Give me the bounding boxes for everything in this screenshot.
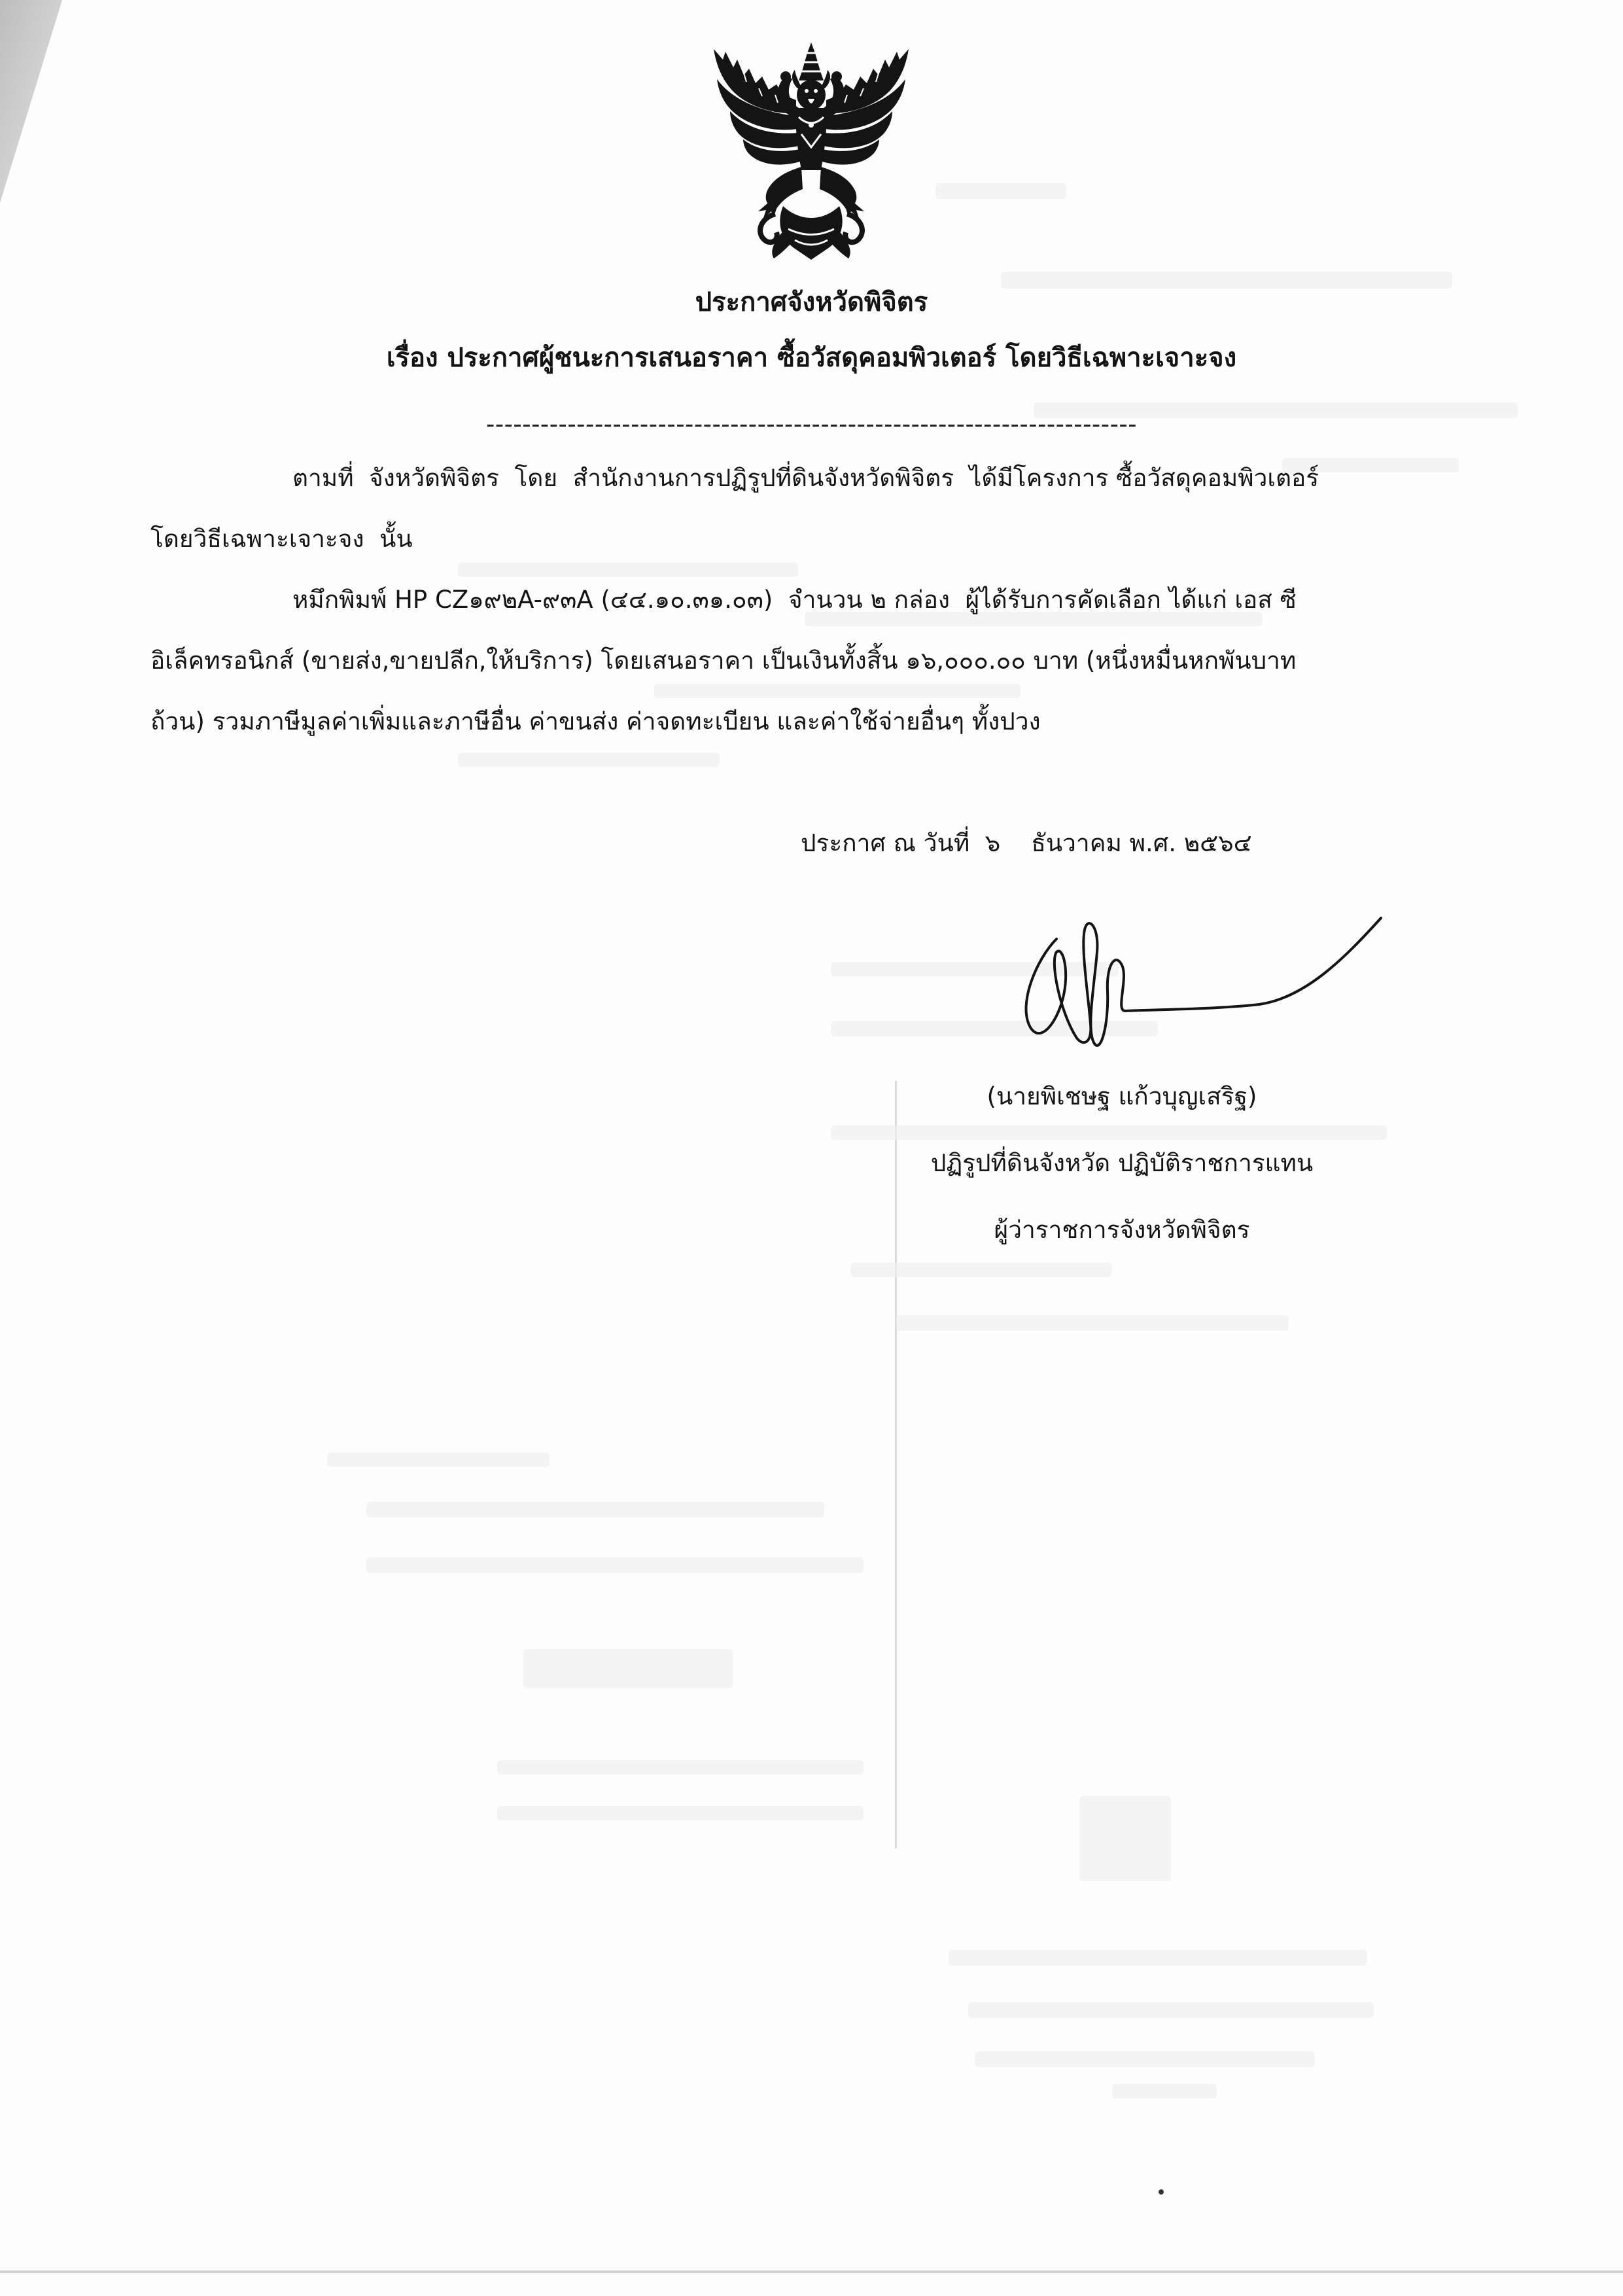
announcement-title: ประกาศจังหวัดพิจิตร [695,287,928,317]
subject-line: เรื่อง ประกาศผู้ชนะการเสนอราคา ซื้อวัสดุคอมพิวเตอร์ โดยวิธีเฉพาะเจาะจง [386,343,1237,373]
signatory-position: ปฏิรูปที่ดินจังหวัด ปฏิบัติราชการแทน [930,1149,1314,1177]
bleed-through-mark [850,1263,1112,1277]
bleed-through-mark [1079,1796,1171,1881]
body-line-5: ถ้วน) รวมภาษีมูลค่าเพิ่มและภาษีอื่น ค่าขนส่ง ค่าจดทะเบียน และค่าใช้จ่ายอื่นๆ ทั้งปวง [150,707,1041,735]
bleed-through-mark [949,1950,1367,1966]
handwritten-signature [1017,913,1390,1050]
bleed-through-mark [968,2002,1374,2018]
body-line-2: โดยวิธีเฉพาะเจาะจง นั้น [150,525,413,553]
body-line-3: หมึกพิมพ์ HP CZ๑๙๒A-๙๓A (๔๔.๑๐.๓๑.๐๓) จำนวน ๒ กล่อง ผู้ได้รับการคัดเลือก ได้แก่ เอส ซี [292,586,1297,614]
bleed-through-mark [327,1453,550,1467]
signatory-position-authority: ผู้ว่าราชการจังหวัดพิจิตร [994,1216,1250,1244]
bleed-through-mark [497,1806,864,1820]
scan-speck [1159,2189,1164,2195]
bleed-through-mark [497,1760,864,1775]
garuda-emblem-icon [703,43,919,265]
bleed-through-mark [935,183,1066,199]
signatory-name: (นายพิเชษฐ แก้วบุญเสริฐ) [986,1082,1257,1110]
announcement-date: ประกาศ ณ วันที่ ๖ ธันวาคม พ.ศ. ๒๕๖๔ [801,829,1252,857]
bleed-through-mark [975,2051,1315,2067]
bleed-through-mark [458,752,720,767]
scan-corner-shadow [0,0,65,209]
bleed-through-mark [366,1502,824,1517]
separator-line: ------------------------------------------------------------------------ [485,410,1138,438]
bleed-through-mark [1112,2084,1217,2098]
body-line-1: ตามที่ จังหวัดพิจิตร โดย สำนักงานการปฏิรูปที่ดินจังหวัดพิจิตร ได้มีโครงการ ซื้อวัสดุคอมพิวเตอร์ [292,464,1319,492]
bleed-through-mark [523,1649,733,1688]
bleed-through-mark [366,1557,864,1573]
scan-bottom-edge [0,2270,1623,2273]
signatory-block [828,1063,1416,1263]
bleed-through-mark [896,1315,1289,1331]
announcement-body [150,448,1472,752]
body-line-4: อิเล็คทรอนิกส์ (ขายส่ง,ขายปลีก,ให้บริการ) โดยเสนอราคา เป็นเงินทั้งสิ้น ๑๖,๐๐๐.๐๐ บาท (หนึ่งหมื่นหกพันบาท [150,646,1297,675]
